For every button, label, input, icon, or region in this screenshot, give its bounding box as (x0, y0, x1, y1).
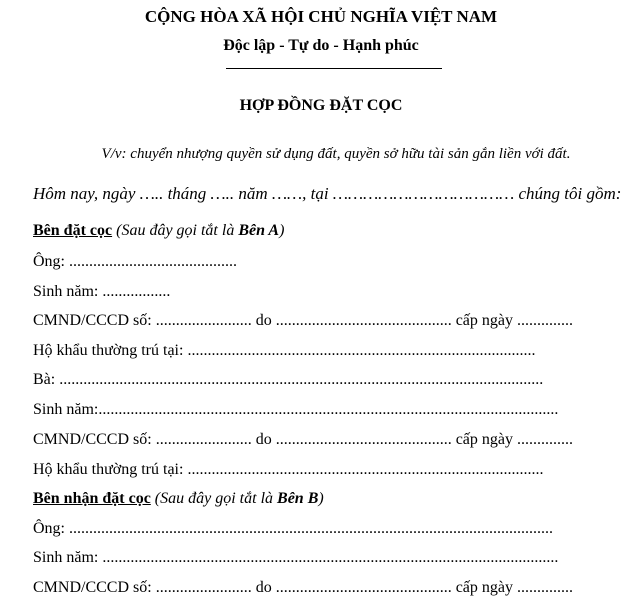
party-a-mr-birthyear-field: Sinh năm: ................. (33, 283, 171, 300)
party-a-mrs-residence-field: Hộ khẩu thường trú tại: ......................................................................................... (33, 461, 544, 478)
national-motto: Độc lập - Tự do - Hạnh phúc (223, 37, 419, 54)
party-b-note-suffix: ) (318, 490, 324, 507)
national-title: CỘNG HÒA XÃ HỘI CHỦ NGHĨA VIỆT NAM (144, 7, 498, 26)
party-b-heading: Bên nhận đặt cọc (33, 490, 151, 507)
party-a-mr-id-field: CMND/CCCD số: ........................ do ............................................ cấp ngày .............. (33, 312, 573, 329)
header-divider (226, 68, 442, 69)
party-a-note-prefix: (Sau đây gọi tắt là (112, 222, 239, 239)
party-a-mrs-field: Bà: ......................................................................................................................... (33, 371, 544, 388)
party-b-birthyear-field: Sinh năm: .................................................................................................................. (33, 549, 559, 566)
party-b-alias: Bên B (277, 490, 319, 507)
party-b-mr-field: Ông: ......................................................................................................................... (33, 520, 553, 537)
contract-subject: V/v: chuyển nhượng quyền sử dụng đất, quyền sở hữu tài sản gắn liền với đất. (101, 146, 571, 162)
contract-title: HỢP ĐỒNG ĐẶT CỌC (239, 97, 403, 114)
party-a-alias: Bên A (238, 222, 280, 239)
party-b-id-field: CMND/CCCD số: ........................ do ............................................ cấp ngày .............. (33, 579, 573, 596)
party-a-heading-row (33, 222, 284, 240)
party-b-heading-row (33, 490, 324, 508)
party-a-mr-residence-field: Hộ khẩu thường trú tại: ....................................................................................... (33, 342, 536, 359)
party-a-mrs-id-field: CMND/CCCD số: ........................ do ............................................ cấp ngày .............. (33, 431, 573, 448)
party-b-note-prefix: (Sau đây gọi tắt là (150, 490, 278, 507)
party-a-heading: Bên đặt cọc (33, 222, 113, 239)
party-a-mrs-birthyear-field: Sinh năm:................................................................................................................... (33, 401, 559, 418)
party-a-mr-field: Ông: .......................................... (33, 253, 237, 270)
party-a-note-suffix: ) (279, 222, 285, 239)
contract-intro: Hôm nay, ngày ….. tháng ….. năm ……, tại ……………………………… chúng tôi gồm: (33, 184, 622, 203)
